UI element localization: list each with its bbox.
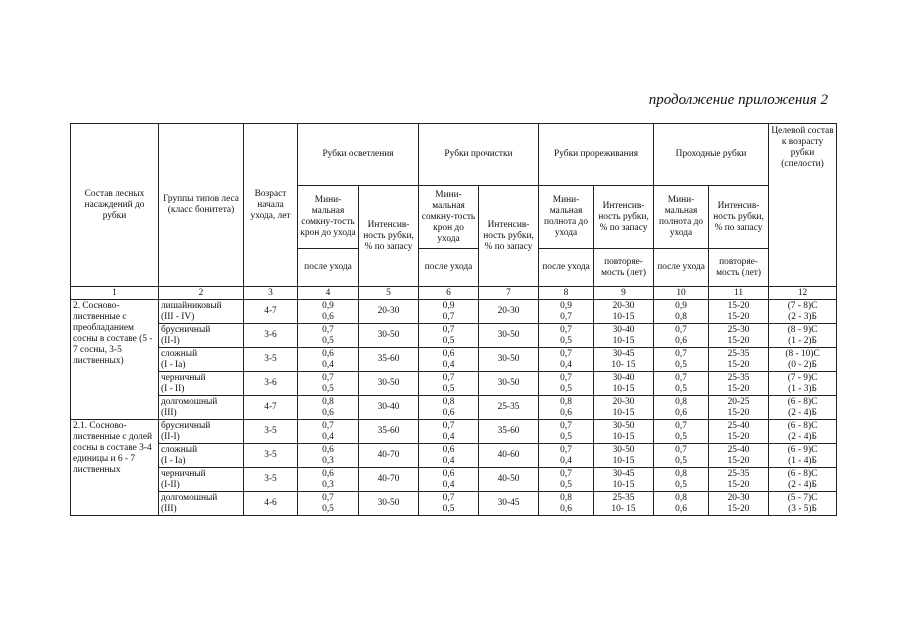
pass-density-cell xyxy=(654,300,709,324)
thin-intensity-cell-after: 10-15 xyxy=(612,335,635,346)
thin-intensity-cell-after: 10- 15 xyxy=(611,359,636,370)
clean-crown-cell-before: 0,9 xyxy=(442,300,455,311)
forest-type-name: лишайниковый xyxy=(161,300,222,311)
col-number: 12 xyxy=(769,287,837,300)
target-composition-cell-before: (8 - 10)С xyxy=(785,348,820,359)
header-min-density-8: Мини-мальная полнота до ухода xyxy=(539,186,594,249)
pass-intensity-cell-before: 25-35 xyxy=(727,372,750,383)
pass-density-cell-after: 0,5 xyxy=(675,455,687,466)
page-caption: продолжение приложения 2 xyxy=(648,92,828,108)
lighten-crown-cell xyxy=(298,348,359,372)
target-composition-cell-before: (7 - 9)С xyxy=(787,372,818,383)
thin-intensity-cell xyxy=(594,492,654,516)
lighten-crown-cell xyxy=(298,444,359,468)
clean-crown-cell-before: 0,6 xyxy=(442,468,455,479)
col-number: 8 xyxy=(539,287,594,300)
table-row xyxy=(71,372,837,396)
clean-intensity-cell: 30-50 xyxy=(479,348,539,372)
column-number-row xyxy=(71,287,837,300)
col-number: 11 xyxy=(709,287,769,300)
thin-intensity-cell-before: 30-45 xyxy=(612,348,635,359)
clean-crown-cell-after: 0,4 xyxy=(442,479,455,490)
forest-type-cell xyxy=(159,372,244,396)
clean-crown-cell-before: 0,8 xyxy=(442,396,455,407)
clean-crown-cell-before: 0,6 xyxy=(442,444,455,455)
thin-density-cell xyxy=(539,348,594,372)
thin-density-cell xyxy=(539,444,594,468)
pass-density-cell xyxy=(654,372,709,396)
lighten-crown-cell-before: 0,7 xyxy=(322,372,334,383)
pass-intensity-cell-after: 15-20 xyxy=(727,359,750,370)
forest-type-cell xyxy=(159,420,244,444)
col-number: 10 xyxy=(654,287,709,300)
clean-intensity-cell: 35-60 xyxy=(479,420,539,444)
lighten-intensity-cell: 40-70 xyxy=(359,468,419,492)
thin-intensity-cell-before: 25-35 xyxy=(612,492,635,503)
lighten-crown-cell xyxy=(298,396,359,420)
lighten-crown-cell-after: 0,6 xyxy=(322,407,334,418)
pass-density-cell-after: 0,6 xyxy=(675,503,687,514)
lighten-crown-cell xyxy=(298,468,359,492)
forest-type-name: сложный xyxy=(161,444,198,455)
thin-density-cell-after: 0,4 xyxy=(560,455,572,466)
forest-type-name: брусничный xyxy=(161,420,211,431)
thin-intensity-cell-before: 30-50 xyxy=(612,444,635,455)
thin-density-cell xyxy=(539,372,594,396)
pass-intensity-cell-before: 20-30 xyxy=(727,492,750,503)
clean-intensity-cell: 20-30 xyxy=(479,300,539,324)
target-composition-cell-after: (2 - 4)Б xyxy=(788,407,817,418)
table-body xyxy=(71,300,837,516)
forest-type-class: (II-I) xyxy=(161,431,180,442)
thin-density-cell-after: 0,7 xyxy=(560,311,572,322)
clean-crown-cell-after: 0,5 xyxy=(442,335,455,346)
target-composition-cell xyxy=(769,324,837,348)
table-row xyxy=(71,396,837,420)
table-row xyxy=(71,468,837,492)
pass-density-cell xyxy=(654,444,709,468)
lighten-crown-cell-after: 0,5 xyxy=(322,503,334,514)
start-age-cell: 3-6 xyxy=(244,324,298,348)
clean-crown-cell-before: 0,7 xyxy=(442,372,455,383)
header-intensity-5: Интенсив-ность рубки, % по запасу xyxy=(359,186,419,287)
pass-intensity-cell-after: 15-20 xyxy=(727,503,750,514)
thin-intensity-cell-after: 10-15 xyxy=(612,383,635,394)
thin-intensity-cell-after: 10- 15 xyxy=(611,503,636,514)
forest-type-cell xyxy=(159,468,244,492)
start-age-cell: 3-5 xyxy=(244,420,298,444)
target-composition-cell xyxy=(769,444,837,468)
pass-density-cell-after: 0,8 xyxy=(675,311,687,322)
clean-intensity-cell: 30-50 xyxy=(479,324,539,348)
header-repeat-9: повторяе-мость (лет) xyxy=(594,249,654,287)
header-after-care-4: после ухода xyxy=(298,249,359,287)
pass-intensity-cell-before: 25-30 xyxy=(727,324,750,335)
lighten-intensity-cell: 35-60 xyxy=(359,348,419,372)
thin-intensity-cell-before: 30-40 xyxy=(612,372,635,383)
forest-type-class: (III) xyxy=(161,407,177,418)
forest-type-name: черничный xyxy=(161,468,206,479)
clean-crown-cell-after: 0,6 xyxy=(442,407,455,418)
thin-intensity-cell xyxy=(594,324,654,348)
thin-intensity-cell xyxy=(594,420,654,444)
thin-density-cell-after: 0,6 xyxy=(560,407,572,418)
pass-density-cell-after: 0,6 xyxy=(675,335,687,346)
forest-type-class: (I - Ia) xyxy=(161,455,186,466)
thin-intensity-cell-after: 10-15 xyxy=(612,431,635,442)
target-composition-cell-before: (6 - 8)С xyxy=(787,396,818,407)
target-composition-cell-after: (2 - 4)Б xyxy=(788,431,817,442)
lighten-crown-cell-after: 0,6 xyxy=(322,311,334,322)
header-lightening-cuts: Рубки осветления xyxy=(298,124,419,186)
pass-density-cell-after: 0,6 xyxy=(675,407,687,418)
pass-intensity-cell-after: 15-20 xyxy=(727,479,750,490)
target-composition-cell xyxy=(769,468,837,492)
col-number: 6 xyxy=(419,287,479,300)
header-thinning-cuts: Рубки прореживания xyxy=(539,124,654,186)
pass-intensity-cell-before: 25-40 xyxy=(727,420,750,431)
thin-density-cell-before: 0,7 xyxy=(560,444,572,455)
target-composition-cell-before: (6 - 9)С xyxy=(787,444,818,455)
pass-intensity-cell xyxy=(709,372,769,396)
pass-intensity-cell-after: 15-20 xyxy=(727,311,750,322)
composition-cell: 2.1. Сосново-лиственные с долей сосны в составе 3-4 единицы и 6 - 7 лиственных xyxy=(71,420,159,516)
thin-density-cell-before: 0,7 xyxy=(560,420,572,431)
thin-density-cell-before: 0,7 xyxy=(560,372,572,383)
target-composition-cell xyxy=(769,396,837,420)
thin-intensity-cell-after: 10-15 xyxy=(612,455,635,466)
lighten-intensity-cell: 30-50 xyxy=(359,492,419,516)
pass-density-cell-before: 0,7 xyxy=(675,420,687,431)
pass-density-cell xyxy=(654,468,709,492)
lighten-intensity-cell: 30-50 xyxy=(359,324,419,348)
clean-crown-cell xyxy=(419,324,479,348)
target-composition-cell-before: (6 - 8)С xyxy=(787,420,818,431)
thin-density-cell-before: 0,7 xyxy=(560,348,572,359)
target-composition-cell xyxy=(769,372,837,396)
pass-density-cell-before: 0,9 xyxy=(675,300,687,311)
header-min-crown-4: Мини-мальная сомкну-тость крон до ухода xyxy=(298,186,359,249)
thin-density-cell xyxy=(539,492,594,516)
pass-density-cell-before: 0,8 xyxy=(675,492,687,503)
start-age-cell: 4-7 xyxy=(244,300,298,324)
lighten-crown-cell-before: 0,7 xyxy=(322,324,334,335)
forest-type-class: (III) xyxy=(161,503,177,514)
thin-density-cell-after: 0,5 xyxy=(560,431,572,442)
table-row xyxy=(71,444,837,468)
clean-intensity-cell: 30-50 xyxy=(479,372,539,396)
header-after-care-6: после ухода xyxy=(419,249,479,287)
clean-intensity-cell: 30-45 xyxy=(479,492,539,516)
target-composition-cell-after: (0 - 2)Б xyxy=(788,359,817,370)
clean-crown-cell-after: 0,4 xyxy=(442,431,455,442)
lighten-crown-cell-before: 0,9 xyxy=(322,300,334,311)
clean-intensity-cell: 40-50 xyxy=(479,468,539,492)
forest-type-cell xyxy=(159,348,244,372)
lighten-crown-cell-after: 0,5 xyxy=(322,383,334,394)
pass-density-cell xyxy=(654,348,709,372)
thin-density-cell-after: 0,5 xyxy=(560,335,572,346)
lighten-crown-cell-after: 0,4 xyxy=(322,359,334,370)
target-composition-cell-before: (7 - 8)С xyxy=(787,300,818,311)
clean-crown-cell xyxy=(419,444,479,468)
thin-density-cell-before: 0,7 xyxy=(560,324,572,335)
lighten-crown-cell-before: 0,6 xyxy=(322,468,334,479)
forest-type-class: (I-II) xyxy=(161,479,180,490)
pass-density-cell-before: 0,7 xyxy=(675,348,687,359)
pass-intensity-cell xyxy=(709,492,769,516)
thin-intensity-cell-after: 10-15 xyxy=(612,311,635,322)
thin-intensity-cell xyxy=(594,372,654,396)
thin-density-cell-before: 0,7 xyxy=(560,468,572,479)
thin-intensity-cell xyxy=(594,348,654,372)
thin-density-cell-after: 0,6 xyxy=(560,503,572,514)
header-repeat-11: повторяе-мость (лет) xyxy=(709,249,769,287)
target-composition-cell-after: (3 - 5)Б xyxy=(788,503,817,514)
forest-type-class: (I - II) xyxy=(161,383,185,394)
pass-intensity-cell-before: 20-25 xyxy=(727,396,750,407)
thin-density-cell-before: 0,8 xyxy=(560,492,572,503)
clean-crown-cell xyxy=(419,420,479,444)
lighten-intensity-cell: 20-30 xyxy=(359,300,419,324)
lighten-crown-cell xyxy=(298,420,359,444)
pass-density-cell xyxy=(654,324,709,348)
pass-intensity-cell-before: 25-35 xyxy=(727,348,750,359)
col-number: 1 xyxy=(71,287,159,300)
thin-density-cell-after: 0,5 xyxy=(560,479,572,490)
header-intensity-11: Интенсив-ность рубки, % по запасу xyxy=(709,186,769,249)
lighten-intensity-cell: 35-60 xyxy=(359,420,419,444)
clean-crown-cell-after: 0,5 xyxy=(442,383,455,394)
clean-crown-cell-before: 0,7 xyxy=(442,420,455,431)
pass-intensity-cell-after: 15-20 xyxy=(727,431,750,442)
lighten-crown-cell-before: 0,7 xyxy=(322,492,334,503)
target-composition-cell xyxy=(769,300,837,324)
lighten-crown-cell-after: 0,4 xyxy=(322,431,334,442)
forest-type-name: долгомошный xyxy=(161,492,218,503)
col-number: 9 xyxy=(594,287,654,300)
thin-density-cell-after: 0,4 xyxy=(560,359,572,370)
header-after-care-8: после ухода xyxy=(539,249,594,287)
thin-intensity-cell-before: 20-30 xyxy=(612,396,635,407)
lighten-crown-cell xyxy=(298,492,359,516)
forest-type-class: (I - Ia) xyxy=(161,359,186,370)
header-target-composition: Целевой состав к возрасту рубки (спелости) xyxy=(769,124,837,287)
thin-density-cell xyxy=(539,300,594,324)
target-composition-cell-before: (8 - 9)С xyxy=(787,324,818,335)
pass-density-cell-after: 0,5 xyxy=(675,383,687,394)
pass-intensity-cell-after: 15-20 xyxy=(727,335,750,346)
header-min-crown-6: Мини-мальная сомкну-тость крон до ухода xyxy=(419,186,479,249)
clean-crown-cell xyxy=(419,348,479,372)
start-age-cell: 3-5 xyxy=(244,468,298,492)
silviculture-table xyxy=(70,123,837,516)
thin-intensity-cell-before: 30-50 xyxy=(612,420,635,431)
start-age-cell: 3-5 xyxy=(244,444,298,468)
target-composition-cell-after: (1 - 2)Б xyxy=(788,335,817,346)
clean-crown-cell-after: 0,4 xyxy=(442,455,455,466)
clean-crown-cell xyxy=(419,300,479,324)
lighten-crown-cell-before: 0,6 xyxy=(322,444,334,455)
lighten-intensity-cell: 30-50 xyxy=(359,372,419,396)
forest-type-name: долгомошный xyxy=(161,396,218,407)
target-composition-cell-after: (1 - 4)Б xyxy=(788,455,817,466)
pass-intensity-cell xyxy=(709,396,769,420)
pass-intensity-cell xyxy=(709,348,769,372)
table-row xyxy=(71,492,837,516)
pass-density-cell-after: 0,5 xyxy=(675,431,687,442)
header-composition: Состав лесных насаждений до рубки xyxy=(71,124,159,287)
pass-intensity-cell xyxy=(709,468,769,492)
thin-density-cell xyxy=(539,396,594,420)
col-number: 5 xyxy=(359,287,419,300)
thin-intensity-cell xyxy=(594,468,654,492)
start-age-cell: 4-7 xyxy=(244,396,298,420)
header-start-age: Возраст начала ухода, лет xyxy=(244,124,298,287)
thin-intensity-cell-before: 30-45 xyxy=(612,468,635,479)
start-age-cell: 3-6 xyxy=(244,372,298,396)
pass-intensity-cell xyxy=(709,420,769,444)
target-composition-cell-before: (5 - 7)С xyxy=(787,492,818,503)
forest-type-cell xyxy=(159,444,244,468)
clean-crown-cell xyxy=(419,396,479,420)
col-number: 2 xyxy=(159,287,244,300)
target-composition-cell xyxy=(769,492,837,516)
forest-type-cell xyxy=(159,300,244,324)
header-cleaning-cuts: Рубки прочистки xyxy=(419,124,539,186)
col-number: 4 xyxy=(298,287,359,300)
composition-cell: 2. Сосново-лиственные с преобладанием сосны в составе (5 - 7 сосны, 3-5 лиственных) xyxy=(71,300,159,420)
col-number: 3 xyxy=(244,287,298,300)
lighten-intensity-cell: 30-40 xyxy=(359,396,419,420)
table-row xyxy=(71,348,837,372)
pass-intensity-cell xyxy=(709,300,769,324)
clean-crown-cell-after: 0,5 xyxy=(442,503,455,514)
pass-intensity-cell xyxy=(709,324,769,348)
pass-density-cell xyxy=(654,396,709,420)
thin-intensity-cell xyxy=(594,300,654,324)
clean-crown-cell-before: 0,7 xyxy=(442,324,455,335)
pass-density-cell-after: 0,5 xyxy=(675,359,687,370)
thin-intensity-cell-after: 10-15 xyxy=(612,407,635,418)
clean-crown-cell-before: 0,6 xyxy=(442,348,455,359)
lighten-crown-cell xyxy=(298,372,359,396)
lighten-crown-cell-after: 0,3 xyxy=(322,479,334,490)
forest-type-class: (II-I) xyxy=(161,335,180,346)
pass-intensity-cell-before: 25-40 xyxy=(727,444,750,455)
thin-density-cell-after: 0,5 xyxy=(560,383,572,394)
lighten-crown-cell xyxy=(298,300,359,324)
pass-density-cell-before: 0,8 xyxy=(675,468,687,479)
clean-intensity-cell: 25-35 xyxy=(479,396,539,420)
lighten-crown-cell-after: 0,5 xyxy=(322,335,334,346)
header-min-density-10: Мини-мальная полнота до ухода xyxy=(654,186,709,249)
forest-type-name: черничный xyxy=(161,372,206,383)
clean-crown-cell-before: 0,7 xyxy=(442,492,455,503)
lighten-crown-cell-before: 0,7 xyxy=(322,420,334,431)
thin-density-cell-before: 0,9 xyxy=(560,300,572,311)
clean-intensity-cell: 40-60 xyxy=(479,444,539,468)
pass-density-cell xyxy=(654,492,709,516)
forest-type-name: сложный xyxy=(161,348,198,359)
pass-density-cell-before: 0,7 xyxy=(675,372,687,383)
target-composition-cell-after: (2 - 3)Б xyxy=(788,311,817,322)
thin-density-cell-before: 0,8 xyxy=(560,396,572,407)
start-age-cell: 4-6 xyxy=(244,492,298,516)
target-composition-cell-after: (1 - 3)Б xyxy=(788,383,817,394)
header-after-care-10: после ухода xyxy=(654,249,709,287)
pass-density-cell-after: 0,5 xyxy=(675,479,687,490)
forest-type-cell xyxy=(159,324,244,348)
header-intensity-9: Интенсив-ность рубки, % по запасу xyxy=(594,186,654,249)
thin-intensity-cell xyxy=(594,396,654,420)
pass-intensity-cell-before: 15-20 xyxy=(727,300,750,311)
header-forest-groups: Группы типов леса (класс бонитета) xyxy=(159,124,244,287)
forest-type-cell xyxy=(159,492,244,516)
lighten-crown-cell xyxy=(298,324,359,348)
pass-intensity-cell-before: 25-35 xyxy=(727,468,750,479)
clean-crown-cell-after: 0,7 xyxy=(442,311,455,322)
lighten-crown-cell-before: 0,8 xyxy=(322,396,334,407)
target-composition-cell xyxy=(769,348,837,372)
forest-type-name: брусничный xyxy=(161,324,211,335)
clean-crown-cell xyxy=(419,372,479,396)
thin-density-cell xyxy=(539,420,594,444)
clean-crown-cell xyxy=(419,492,479,516)
thin-intensity-cell xyxy=(594,444,654,468)
header-passage-cuts: Проходные рубки xyxy=(654,124,769,186)
lighten-crown-cell-after: 0,3 xyxy=(322,455,334,466)
target-composition-cell-after: (2 - 4)Б xyxy=(788,479,817,490)
start-age-cell: 3-5 xyxy=(244,348,298,372)
pass-density-cell xyxy=(654,420,709,444)
pass-density-cell-before: 0,7 xyxy=(675,444,687,455)
forest-type-cell xyxy=(159,396,244,420)
pass-intensity-cell-after: 15-20 xyxy=(727,383,750,394)
target-composition-cell-before: (6 - 8)С xyxy=(787,468,818,479)
thin-density-cell xyxy=(539,468,594,492)
lighten-crown-cell-before: 0,6 xyxy=(322,348,334,359)
thin-density-cell xyxy=(539,324,594,348)
pass-intensity-cell xyxy=(709,444,769,468)
clean-crown-cell-after: 0,4 xyxy=(442,359,455,370)
target-composition-cell xyxy=(769,420,837,444)
pass-intensity-cell-after: 15-20 xyxy=(727,455,750,466)
pass-density-cell-before: 0,8 xyxy=(675,396,687,407)
clean-crown-cell xyxy=(419,468,479,492)
table-row xyxy=(71,420,837,444)
table-row xyxy=(71,300,837,324)
thin-intensity-cell-before: 30-40 xyxy=(612,324,635,335)
thin-intensity-cell-before: 20-30 xyxy=(612,300,635,311)
header-intensity-7: Интенсив-ность рубки, % по запасу xyxy=(479,186,539,287)
forest-type-class: (III - IV) xyxy=(161,311,195,322)
pass-density-cell-before: 0,7 xyxy=(675,324,687,335)
thin-intensity-cell-after: 10-15 xyxy=(612,479,635,490)
col-number: 7 xyxy=(479,287,539,300)
pass-intensity-cell-after: 15-20 xyxy=(727,407,750,418)
lighten-intensity-cell: 40-70 xyxy=(359,444,419,468)
table-row xyxy=(71,324,837,348)
